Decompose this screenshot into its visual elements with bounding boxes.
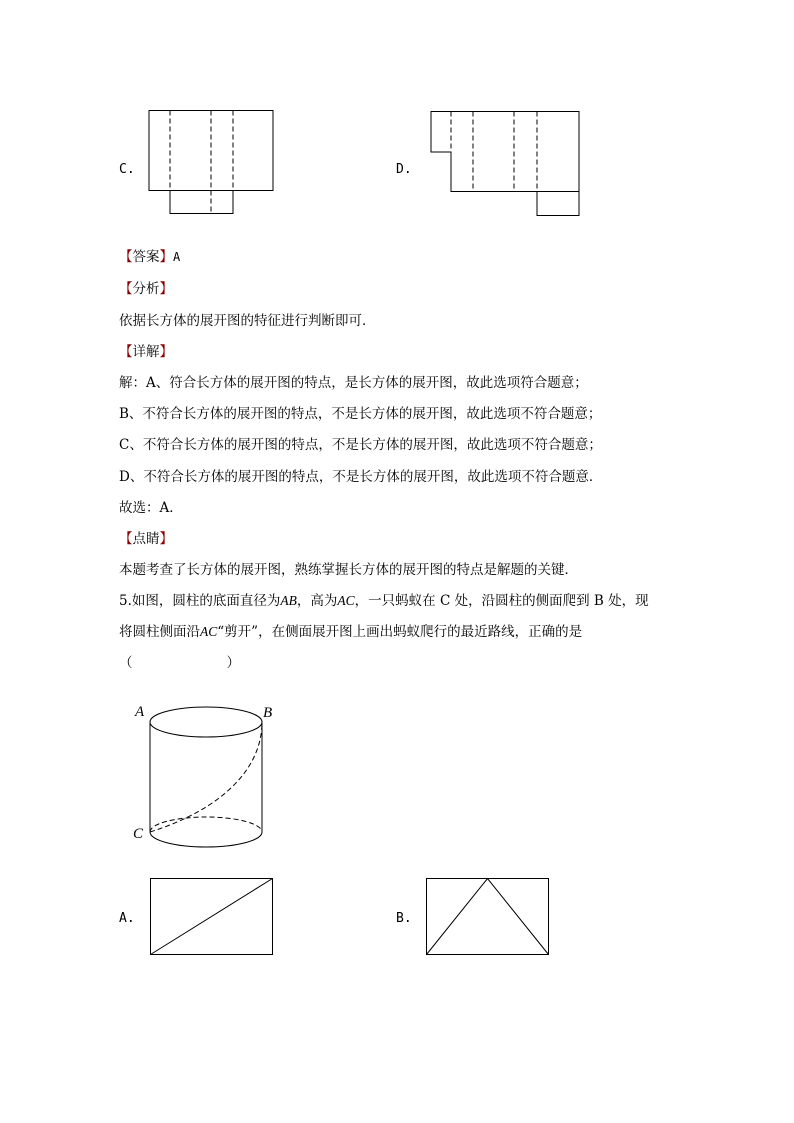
paren-close: ） <box>226 655 240 671</box>
detail-bracket-open: 【 <box>119 344 133 360</box>
option-d-net-figure <box>430 110 590 220</box>
answer-bracket-close: 】 <box>159 249 173 265</box>
comment-bracket-open: 【 <box>119 531 133 547</box>
paren-open: （ <box>119 655 133 671</box>
analysis-heading: 分析 <box>132 281 160 297</box>
answer-bracket-open: 【 <box>119 249 133 265</box>
analysis-bracket-open: 【 <box>119 281 133 297</box>
detail-heading: 详解 <box>132 344 160 360</box>
answer-line <box>119 248 180 266</box>
detail-line-1: 解：A、符合长方体的展开图的特点，是长方体的展开图，故此选项符合题意； <box>119 375 588 391</box>
analysis-bracket-close: 】 <box>159 281 173 297</box>
option-d-label: D. <box>396 162 412 177</box>
detail-line-2: B、不符合长方体的展开图的特点，不是长方体的展开图，故此选项不符合题意； <box>119 406 602 422</box>
analysis-heading-line <box>119 280 173 298</box>
question5-answer-parentheses <box>119 654 240 672</box>
analysis-text: 依据长方体的展开图的特征进行判断即可． <box>119 313 376 329</box>
question5-text-2a: 将圆柱侧面沿 <box>119 624 200 640</box>
question5-text-1a: 5.如图，圆柱的底面直径为 <box>119 593 281 609</box>
question5-ac-symbol: AC <box>337 593 355 608</box>
cylinder-figure <box>130 700 290 850</box>
question5-line-2 <box>119 623 582 641</box>
comment-heading-line <box>119 530 173 548</box>
cylinder-label-a: A <box>135 704 145 720</box>
answer-heading: 答案 <box>132 249 160 265</box>
question5-ab-symbol: AB <box>280 593 297 608</box>
detail-bracket-close: 】 <box>159 344 173 360</box>
detail-line-4: D、不符合长方体的展开图的特点，不是长方体的展开图，故此选项不符合题意． <box>119 469 603 485</box>
option-a-label: A. <box>119 911 135 926</box>
option-c-net-figure <box>148 110 278 220</box>
cylinder-label-c: C <box>133 826 144 842</box>
detail-heading-line <box>119 343 173 361</box>
answer-value: A <box>173 250 181 264</box>
option-a-figure <box>149 877 275 957</box>
comment-bracket-close: 】 <box>159 531 173 547</box>
detail-conclusion: 故选：A． <box>119 500 183 516</box>
question5-text-1b: ，高为 <box>296 593 338 609</box>
question5-ac-symbol-2: AC <box>200 624 218 639</box>
comment-heading: 点睛 <box>132 531 160 547</box>
question5-line-1 <box>119 592 649 610</box>
question5-text-1c: ，一只蚂蚁在 C 处，沿圆柱的侧面爬到 B 处，现 <box>354 593 649 609</box>
option-b-figure <box>425 877 551 957</box>
cylinder-label-b: B <box>263 705 273 721</box>
option-c-label: C. <box>119 162 135 177</box>
comment-text: 本题考查了长方体的展开图，熟练掌握长方体的展开图的特点是解题的关键． <box>119 562 578 578</box>
question5-text-2b: “剪开”，在侧面展开图上画出蚂蚁爬行的最近路线，正确的是 <box>217 624 583 640</box>
detail-line-3: C、不符合长方体的展开图的特点，不是长方体的展开图，故此选项不符合题意； <box>119 437 602 453</box>
option-b-label: B. <box>396 911 412 926</box>
